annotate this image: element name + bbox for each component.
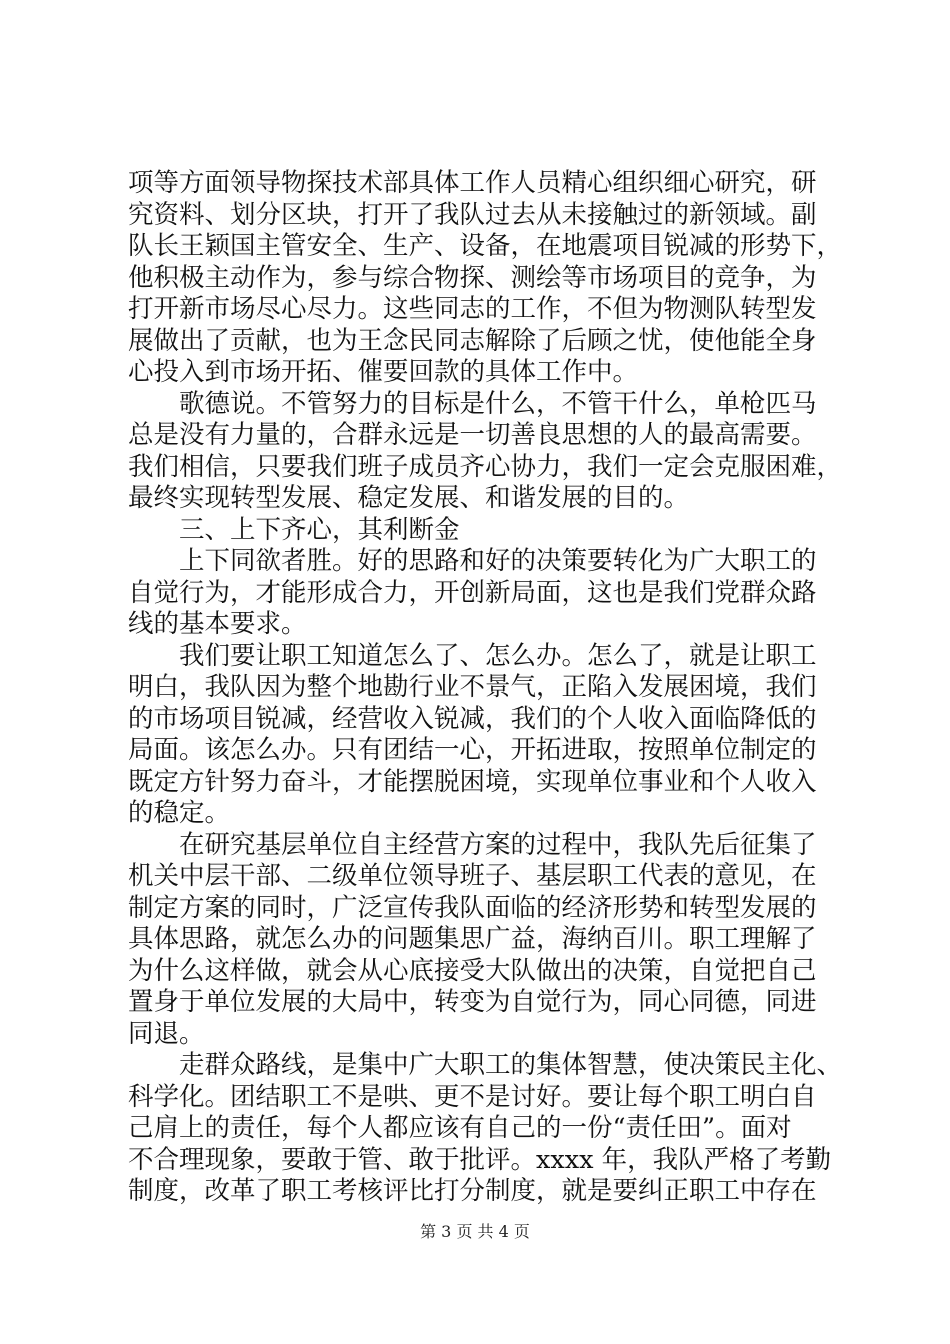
text-line: 最终实现转型发展、稳定发展、和谐发展的目的。 (128, 483, 690, 513)
text-line: 既定方针努力奋斗，才能摆脱困境，实现单位事业和个人收入 (128, 766, 817, 797)
text-line: 不合理现象，要敢于管、敢于批评。xxxx 年，我队严格了考勤 (128, 1144, 832, 1175)
paragraph (128, 168, 843, 389)
paragraph (128, 546, 828, 641)
text-line: 的稳定。 (128, 798, 231, 828)
text-line: 他积极主动作为，参与综合物探、测绘等市场项目的竞争，为 (128, 262, 817, 293)
paragraph (128, 515, 828, 547)
text-line: 队长王颖国主管安全、生产、设备，在地震项目锐减的形势下， (128, 231, 843, 261)
text-line: 自觉行为，才能形成合力，开创新局面，这也是我们党群众路 (128, 577, 817, 608)
paragraph (128, 388, 843, 515)
paragraph (128, 641, 828, 830)
text-line: 科学化。团结职工不是哄、更不是讨好。要让每个职工明白自 (128, 1081, 817, 1112)
document-body (128, 168, 843, 1208)
text-line: 己肩上的责任，每个人都应该有自己的一份“责任田”。面对 (128, 1113, 792, 1143)
paragraph (128, 1050, 843, 1208)
text-line: 为什么这样做，就会从心底接受大队做出的决策，自觉把自己 (128, 955, 817, 986)
text-line: 同退。 (128, 1018, 205, 1049)
text-line: 究资料、划分区块，打开了我队过去从未接触过的新领域。副 (128, 199, 817, 230)
text-line: 走群众路线，是集中广大职工的集体智慧，使决策民主化、 (179, 1050, 843, 1080)
text-line: 展做出了贡献，也为王念民同志解除了后顾之忧，使他能全身 (128, 325, 817, 356)
text-line: 线的基本要求。 (128, 609, 307, 639)
text-line: 机关中层干部、二级单位领导班子、基层职工代表的意见，在 (128, 861, 817, 891)
text-line: 在研究基层单位自主经营方案的过程中，我队先后征集了 (179, 829, 817, 860)
text-line: 打开新市场尽心尽力。这些同志的工作，不但为物测队转型发 (128, 294, 817, 324)
text-line: 我们要让职工知道怎么了、怎么办。怎么了，就是让职工 (179, 640, 817, 671)
text-line: 三、上下齐心，其利断金 (179, 514, 460, 545)
text-line: 局面。该怎么办。只有团结一心，开拓进取，按照单位制定的 (128, 735, 817, 765)
page-footer: 第 3 页 共 4 页 (420, 1222, 530, 1241)
text-line: 我们相信，只要我们班子成员齐心协力，我们一定会克服困难， (128, 451, 843, 482)
text-line: 明白，我队因为整个地勘行业不景气，正陷入发展困境，我们 (128, 672, 817, 702)
text-line: 项等方面领导物探技术部具体工作人员精心组织细心研究，研 (128, 168, 817, 198)
paragraph (128, 830, 828, 1051)
text-line: 歌德说。不管努力的目标是什么，不管干什么，单枪匹马 (179, 388, 817, 419)
text-line: 制度，改革了职工考核评比打分制度，就是要纠正职工中存在 (128, 1176, 817, 1206)
text-line: 制定方案的同时，广泛宣传我队面临的经济形势和转型发展的 (128, 892, 817, 923)
text-line: 心投入到市场开拓、催要回款的具体工作中。 (128, 357, 639, 387)
text-line: 上下同欲者胜。好的思路和好的决策要转化为广大职工的 (179, 546, 817, 576)
text-line: 置身于单位发展的大局中，转变为自觉行为，同心同德，同进 (128, 987, 817, 1017)
text-line: 的市场项目锐减，经营收入锐减，我们的个人收入面临降低的 (128, 703, 817, 734)
text-line: 具体思路，就怎么办的问题集思广益，海纳百川。职工理解了 (128, 924, 817, 954)
text-line: 总是没有力量的，合群永远是一切善良思想的人的最高需要。 (128, 420, 817, 450)
